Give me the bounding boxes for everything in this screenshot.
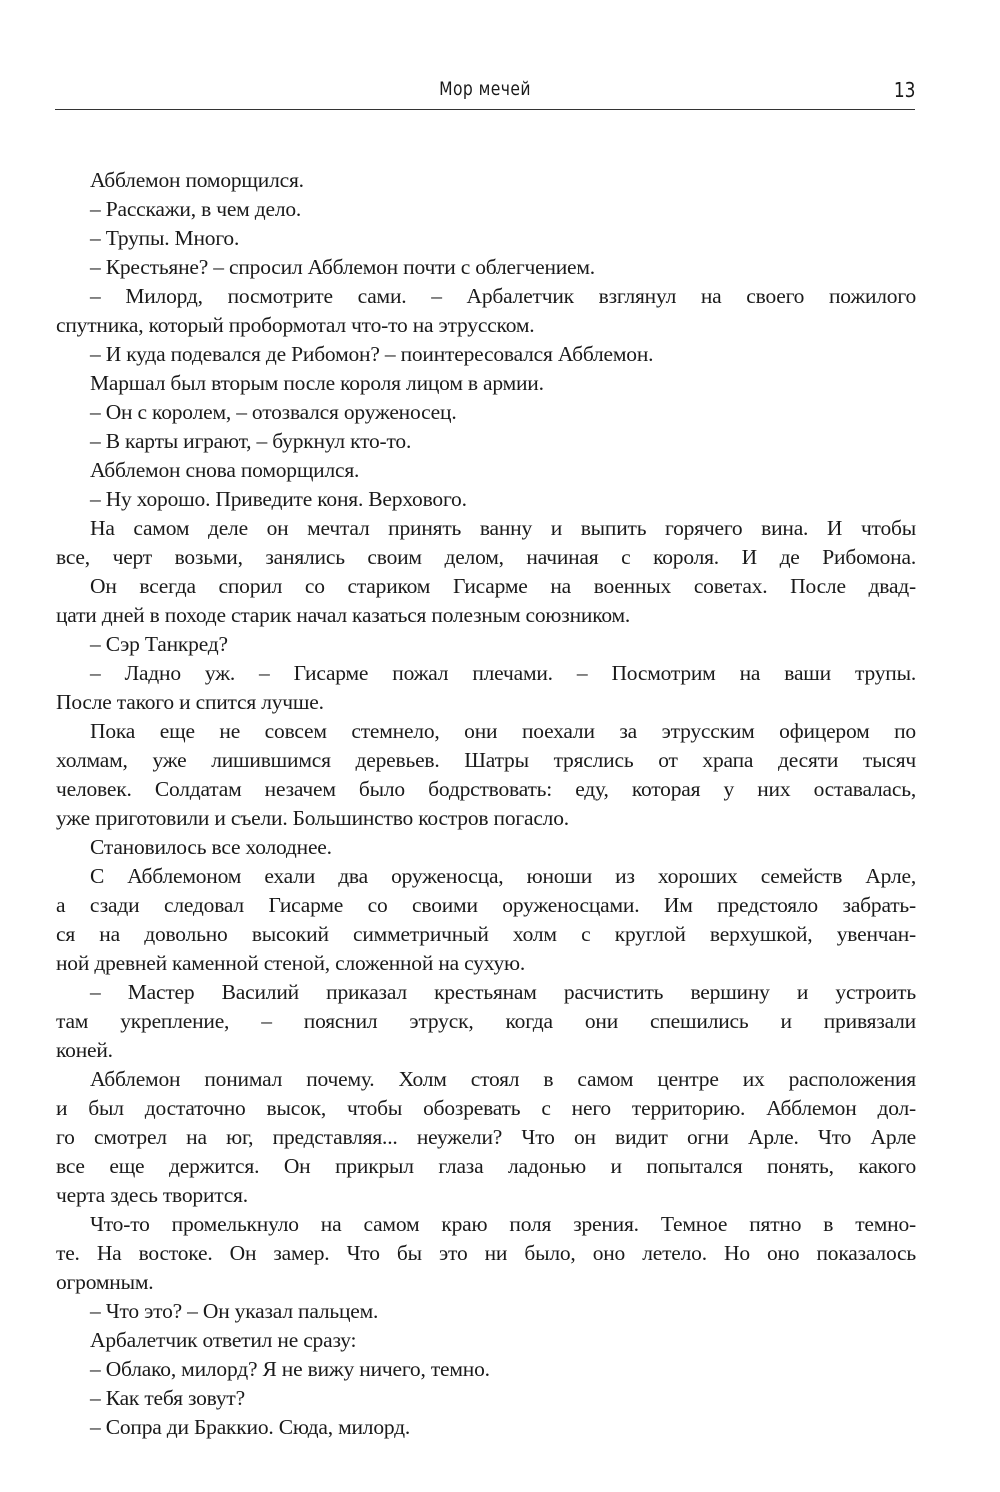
text-line: – Расскажи, в чем дело. (90, 197, 302, 221)
text-line: Абблемон снова поморщился. (90, 458, 360, 482)
text-line: а сзади следовал Гисарме со своими оруженосцами. Им предстояло забрать- (56, 893, 916, 917)
text-line: Абблемон поморщился. (90, 168, 304, 192)
text-line: – Что это? – Он указал пальцем. (90, 1299, 379, 1323)
text-line: – Крестьяне? – спросил Абблемон почти с облегчением. (90, 255, 595, 279)
text-line: ся на довольно высокий симметричный холм с круглой верхушкой, увенчан- (56, 922, 916, 946)
text-line: спутника, который пробормотал что-то на этрусском. (56, 313, 535, 337)
text-line: цати дней в походе старик начал казаться полезным союзником. (56, 603, 631, 627)
page-number: 13 (893, 78, 915, 102)
text-line: Арбалетчик ответил не сразу: (90, 1328, 357, 1352)
text-line: черта здесь творится. (56, 1183, 248, 1207)
text-line: го смотрел на юг, представляя... неужели? Что он видит огни Арле. Что Арле (56, 1125, 916, 1149)
text-line: – Как тебя зовут? (90, 1386, 245, 1410)
running-title: Мор мечей (439, 78, 531, 100)
text-line: – Он с королем, – отозвался оруженосец. (90, 400, 457, 424)
text-line: и был достаточно высок, чтобы обозревать с него территорию. Абблемон дол- (56, 1096, 916, 1120)
text-line: – Ну хорошо. Приведите коня. Верхового. (90, 487, 467, 511)
text-line: – И куда подевался де Рибомон? – поинтересовался Абблемон. (90, 342, 654, 366)
text-line: те. На востоке. Он замер. Что бы это ни было, оно летело. Но оно показалось (56, 1241, 916, 1265)
text-line: Абблемон понимал почему. Холм стоял в самом центре их расположения (90, 1067, 916, 1091)
text-line: – Сэр Танкред? (90, 632, 228, 656)
text-line: уже приготовили и съели. Большинство костров погасло. (56, 806, 569, 830)
text-line: коней. (56, 1038, 113, 1062)
text-line: – Облако, милорд? Я не вижу ничего, темно. (90, 1357, 490, 1381)
text-line: человек. Солдатам незачем было бодрствовать: еду, которая у них оставалась, (56, 777, 916, 801)
header-rule (55, 109, 915, 110)
text-line: – В карты играют, – буркнул кто-то. (90, 429, 412, 453)
text-line: – Мастер Василий приказал крестьянам расчистить вершину и устроить (90, 980, 916, 1004)
text-line: огромным. (56, 1270, 154, 1294)
page-body-text (56, 166, 916, 1442)
text-line: все, черт возьми, занялись своим делом, начиная с короля. И де Рибомона. (56, 545, 916, 569)
text-line: холмам, уже лишившимся деревьев. Шатры тряслись от храпа десяти тысяч (56, 748, 916, 772)
text-line: Пока еще не совсем стемнело, они поехали за этрусским офицером по (90, 719, 916, 743)
text-line: все еще держится. Он прикрыл глаза ладонью и попытался понять, какого (56, 1154, 916, 1178)
text-line: Становилось все холоднее. (90, 835, 332, 859)
text-line: С Абблемоном ехали два оруженосца, юноши из хороших семейств Арле, (90, 864, 916, 888)
text-line: Он всегда спорил со стариком Гисарме на военных советах. После двад- (90, 574, 916, 598)
text-line: – Трупы. Много. (90, 226, 240, 250)
text-line: Что-то промелькнуло на самом краю поля зрения. Темное пятно в темно- (90, 1212, 916, 1236)
text-line: На самом деле он мечтал принять ванну и выпить горячего вина. И чтобы (90, 516, 916, 540)
text-line: – Ладно уж. – Гисарме пожал плечами. – Посмотрим на ваши трупы. (90, 661, 916, 685)
running-header (55, 78, 915, 108)
text-line: – Сопра ди Браккио. Сюда, милорд. (90, 1415, 411, 1439)
text-line: – Милорд, посмотрите сами. – Арбалетчик взглянул на своего пожилого (90, 284, 916, 308)
text-line: После такого и спится лучше. (56, 690, 324, 714)
text-line: ной древней каменной стеной, сложенной на сухую. (56, 951, 526, 975)
text-line: там укрепление, – пояснил этруск, когда они спешились и привязали (56, 1009, 916, 1033)
text-line: Маршал был вторым после короля лицом в армии. (90, 371, 544, 395)
